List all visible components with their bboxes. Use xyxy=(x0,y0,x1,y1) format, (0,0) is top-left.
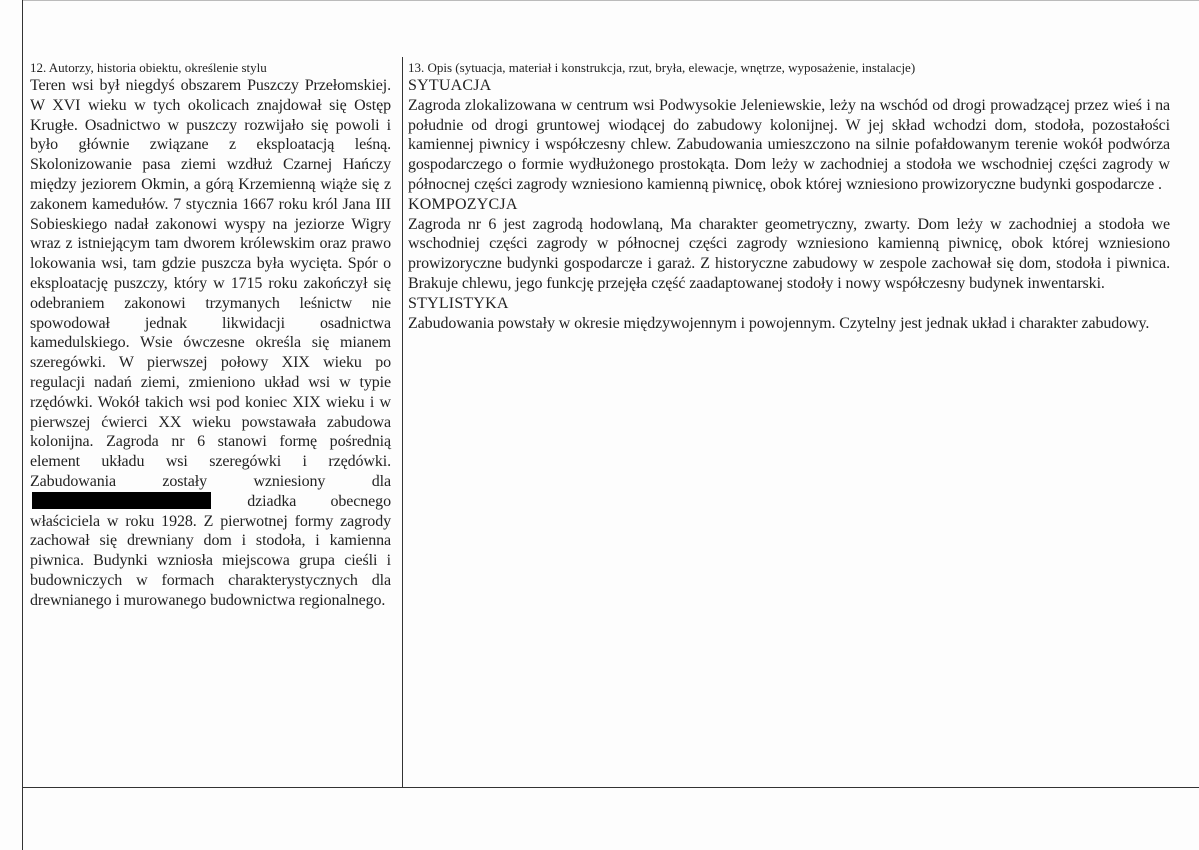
page-border-left xyxy=(22,0,23,850)
redaction-block xyxy=(32,492,211,509)
history-text-part-1: Teren wsi był niegdyś obszarem Puszczy Przełomskiej. W XVI wieku w tych okolicach znajdował się Ostęp Krugłe. Osadnictwo w puszczy rozwijało się powoli i było głównie związane z eksploatacją leśną. Skolonizowanie pasa ziemi wzdłuż Czarnej Hańczy między jeziorem Okmin, a górą Krzemienną wiąże się z zakonem kamedułów. 7 stycznia 1667 roku król Jana III Sobieskiego nadał zakonowi wyspy na jeziorze Wigry wraz z istniejącym tam dworem królewskim oraz prawo lokowania wsi, tam gdzie puszcza była wycięta. Spór o eksploatację puszczy, który w 1715 roku zakończył się odebraniem zakonowi trzymanych leśnictw nie spowodował jednak likwidacji osadnictwa kamedulskiego. Wsie ówczesne określa się mianem szeregówki. W pierwszej połowy XIX wieku po regulacji nadań ziemi, zmieniono układ wsi w typie rzędówki. Wokół takich wsi pod koniec XIX wieku i w pierwszej ćwierci XX wieku powstawała zabudowa kolonijna. Zagroda nr 6 stanowi formę pośrednią element układu wsi szeregówki i rzędówki. Zabudowania zostały wzniesiony dla xyxy=(30,77,391,490)
history-text-part-2: dziadka obecnego właściciela w roku 1928. Z pierwotnej formy zagrody zachował się drewniany dom i stodoła, i kamienna piwnica. Budynki wzniosła miejscowa grupa cieśli i budowniczych w formach charakterystycznych dla drewnianego i murowanego budownictwa regionalnego. xyxy=(30,492,391,609)
section-title-kompozycja: KOMPOZYCJA xyxy=(408,195,518,213)
description-heading: 13. Opis (sytuacja, materiał i konstrukcja, rzut, bryła, elewacje, wnętrze, wyposażenie, instalacje) xyxy=(408,60,916,75)
column-divider xyxy=(402,57,403,787)
bottom-rule xyxy=(22,787,1199,788)
page-border-top xyxy=(22,0,1199,1)
section-text-stylistyka: Zabudowania powstały w okresie międzywojennym i powojennym. Czytelny jest jednak układ i charakter zabudowy. xyxy=(408,314,1150,332)
section-text-sytuacja: Zagroda zlokalizowana w centrum wsi Podwysokie Jeleniewskie, leży na wschód od drogi prowadzącej przez wieś i na południe od drogi gruntowej wiodącej do zabudowy kolonijnej. W jej skład wchodzi dom, stodoła, pozostałości kamiennej piwnicy i współczesny chlew. Zabudowania umieszczono na silnie pofałdowanym terenie wokół podwórza gospodarczego o formie wydłużonego prostokąta. Dom leży w zachodniej a stodoła we wschodniej części zagrody w północnej części zagrody wzniesiono kamienną piwnicę, obok której wzniesiono prowizoryczne budynki gospodarcze . xyxy=(408,96,1170,193)
section-text-kompozycja: Zagroda nr 6 jest zagrodą hodowlaną, Ma charakter geometryczny, zwarty. Dom leży w zachodniej a stodoła we wschodniej części zagrody w północnej części zagrody wzniesiono kamienną piwnicę, obok której wzniesiono prowizoryczne budynki gospodarcze i garaż. Z historyczne zabudowy w zespole zachował się dom, stodoła i piwnica. Brakuje chlewu, jego funkcję przejęła część zaadaptowanej stodoły i nowy współczesny budynek inwentarski. xyxy=(408,215,1170,292)
history-text xyxy=(30,76,391,611)
section-title-sytuacja: SYTUACJA xyxy=(408,77,492,94)
history-column xyxy=(30,60,391,611)
description-column xyxy=(408,60,1170,333)
section-title-stylistyka: STYLISTYKA xyxy=(408,294,509,312)
history-heading: 12. Autorzy, historia obiektu, określenie stylu xyxy=(30,60,267,75)
